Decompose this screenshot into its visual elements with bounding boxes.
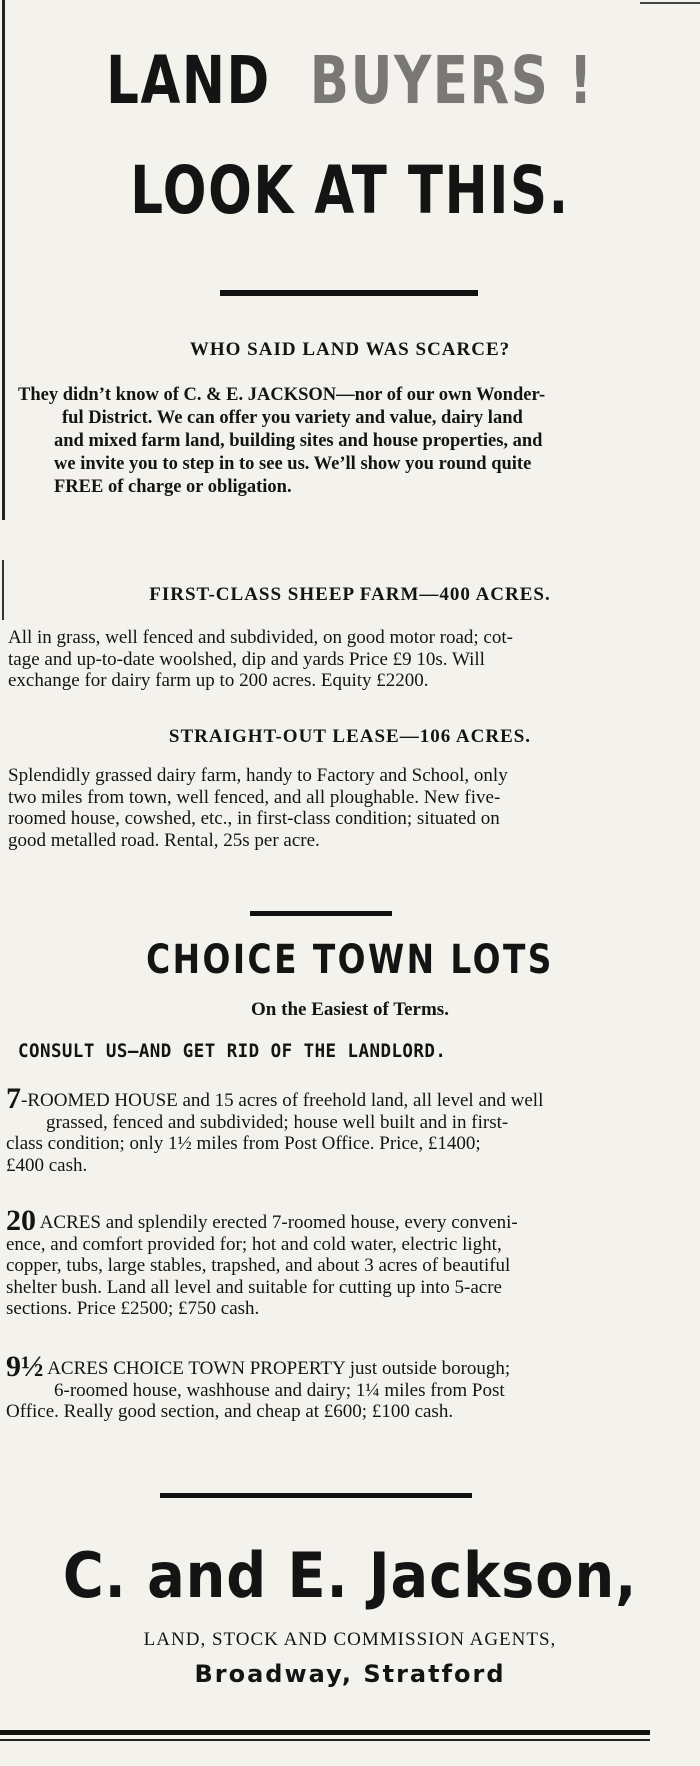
- intro-line: They didn’t know of C. & E. JACKSON—nor of our own Wonder-: [18, 385, 546, 405]
- listing-line: 7-ROOMED HOUSE and 15 acres of freehold land, all level and well: [6, 1082, 544, 1115]
- lease-line: Splendidly grassed dairy farm, handy to Factory and School, only: [8, 765, 508, 786]
- bottom-border-rule-thin: [0, 1739, 650, 1741]
- intro-line: and mixed farm land, building sites and house properties, and: [54, 431, 543, 451]
- lease-heading: STRAIGHT-OUT LEASE—106 ACRES.: [168, 726, 532, 747]
- sheep-farm-line: exchange for dairy farm up to 200 acres. Equity £2200.: [8, 670, 429, 691]
- intro-line: FREE of charge or obligation.: [54, 477, 292, 497]
- bottom-border-rule: [0, 1730, 650, 1735]
- intro-heading: WHO SAID LAND WAS SCARCE?: [189, 339, 511, 360]
- listing-line: £400 cash.: [6, 1154, 88, 1176]
- town-lots-subheading: On the Easiest of Terms.: [251, 999, 449, 1020]
- divider-rule-bottom: [160, 1493, 472, 1498]
- listing-town-property: [6, 1350, 690, 1423]
- headline-line-2: LOOK AT THIS.: [130, 152, 570, 229]
- divider-rule-top: [220, 290, 478, 296]
- listing-7-roomed-house: [6, 1082, 690, 1176]
- intro-line: we invite you to step in to see us. We’ll show you round quite: [54, 454, 532, 474]
- sheep-farm-line: tage and up-to-date woolshed, dip and yards Price £9 10s. Will: [8, 648, 485, 670]
- intro-paragraph: [18, 384, 668, 499]
- town-lots-heading: CHOICE TOWN LOTS: [146, 937, 554, 983]
- listing-line: copper, tubs, large stables, trapshed, and about 3 acres of beautiful: [6, 1255, 511, 1276]
- listing-line: Office. Really good section, and cheap at £600; £100 cash.: [6, 1401, 454, 1422]
- listing-line: ence, and comfort provided for; hot and cold water, electric light,: [6, 1233, 502, 1255]
- listing-lead-number: 20: [6, 1204, 36, 1237]
- listing-line: class condition; only 1½ miles from Post Office. Price, £1400;: [6, 1133, 481, 1154]
- sheep-farm-paragraph: [8, 627, 688, 692]
- listing-line: grassed, fenced and subdivided; house well built and in first-: [46, 1111, 509, 1133]
- consult-banner: CONSULT US—AND GET RID OF THE LANDLORD.: [18, 1040, 447, 1062]
- lease-line: roomed house, cowshed, etc., in first-class condition; situated on: [8, 808, 500, 829]
- listing-line: 20 ACRES and splendily erected 7-roomed house, every conveni-: [6, 1204, 518, 1237]
- headline-line-1: [77, 42, 623, 119]
- firm-description: LAND, STOCK AND COMMISSION AGENTS,: [143, 1629, 557, 1650]
- lease-line: good metalled road. Rental, 25s per acre.: [8, 829, 320, 851]
- divider-rule-middle: [250, 911, 392, 916]
- lease-paragraph: [8, 765, 688, 851]
- listing-lead-number: 9½: [6, 1350, 44, 1383]
- listing-line: 6-roomed house, washhouse and dairy; 1¼ miles from Post: [54, 1379, 505, 1401]
- listing-line: 9½ ACRES CHOICE TOWN PROPERTY just outside borough;: [6, 1350, 511, 1383]
- sheep-farm-line: All in grass, well fenced and subdivided, on good motor road; cot-: [8, 627, 513, 648]
- listing-lead-number: 7: [6, 1082, 21, 1115]
- lease-line: two miles from town, well fenced, and all ploughable. New five-: [8, 786, 501, 808]
- headline-word-land: LAND: [106, 42, 271, 119]
- sheep-farm-heading: FIRST-CLASS SHEEP FARM—400 ACRES.: [149, 584, 551, 605]
- listing-line: sections. Price £2500; £750 cash.: [6, 1298, 260, 1319]
- listing-line: shelter bush. Land all level and suitable for cutting up into 5-acre: [6, 1276, 502, 1298]
- left-border-rule: [2, 0, 5, 520]
- top-border-rule: [640, 2, 700, 4]
- firm-address: Broadway, Stratford: [194, 1660, 506, 1688]
- headline-word-buyers: BUYERS !: [309, 42, 594, 119]
- listing-20-acres: [6, 1204, 690, 1320]
- intro-line: ful District. We can offer you variety and value, dairy land: [62, 408, 523, 428]
- firm-name: C. and E. Jackson,: [62, 1539, 638, 1612]
